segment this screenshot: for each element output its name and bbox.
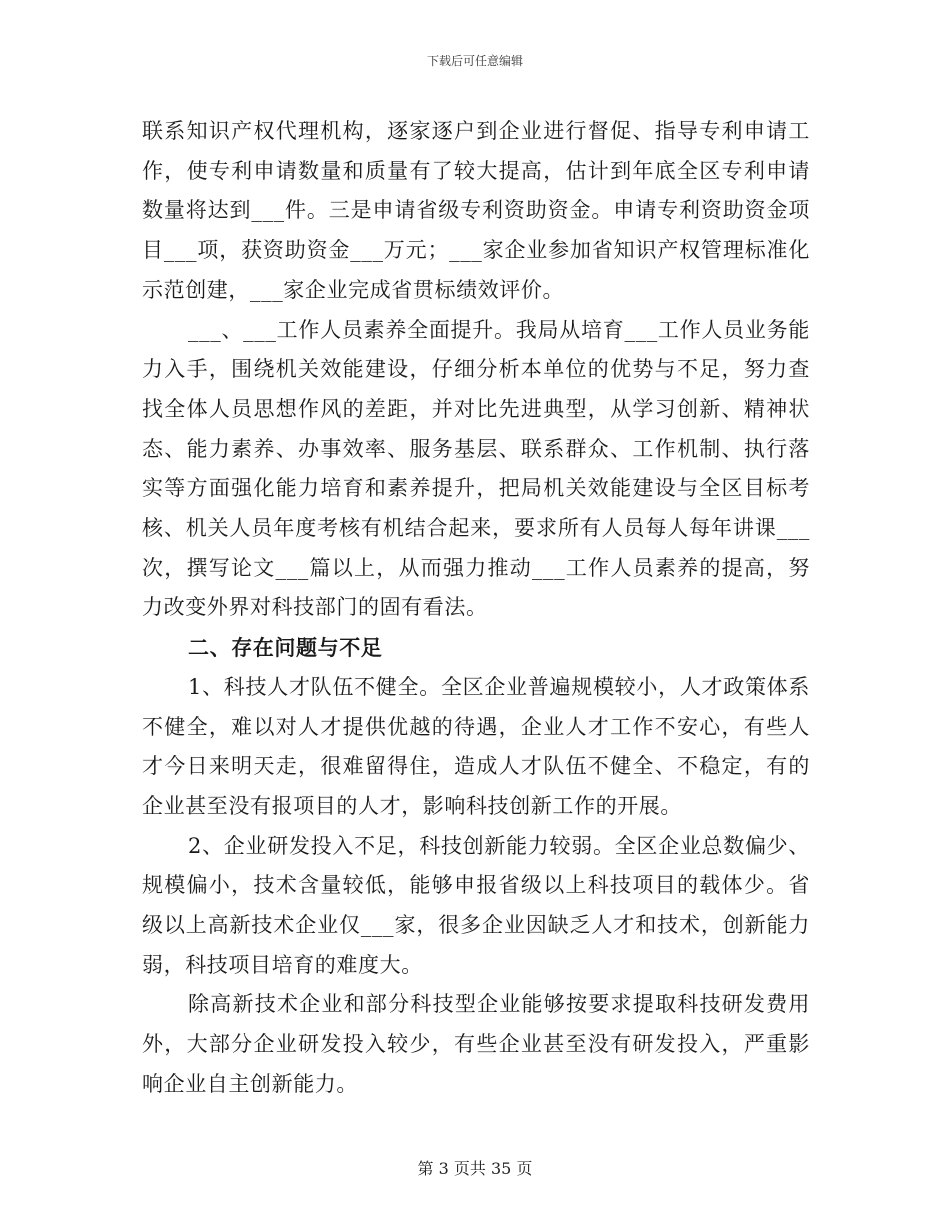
document-body [142, 112, 810, 1105]
paragraph-rd-shortfall: 除高新技术企业和部分科技型企业能够按要求提取科技研发费用外，大部分企业研发投入较少，有些企业甚至没有研发投入，严重影响企业自主创新能力。 [142, 992, 810, 1096]
page-header: 下载后可任意编辑 [426, 54, 523, 68]
paragraph-rd-investment: 2、企业研发投入不足，科技创新能力较弱。全区企业总数偏少、规模偏小，技术含量较低，能够申报省级以上科技项目的载体少。省级以上高新技术企业仅___家，很多企业因缺乏人才和技术，创新能力弱，科技项目培育的难度大。 [142, 833, 810, 977]
page-number: 第 3 页共 35 页 [417, 1159, 533, 1178]
paragraph-talent-team: 1、科技人才队伍不健全。全区企业普遍规模较小，人才政策体系不健全，难以对人才提供优越的待遇，企业人才工作不安心，有些人才今日来明天走，很难留得住，造成人才队伍不健全、不稳定，有的企业甚至没有报项目的人才，影响科技创新工作的开展。 [142, 674, 810, 818]
paragraph-patent-continuation: 联系知识产权代理机构，逐家逐户到企业进行督促、指导专利申请工作，使专利申请数量和质量有了较大提高，估计到年底全区专利申请数量将达到___件。三是申请省级专利资助资金。申请专利资助资金项目___项，获资助资金___万元；___家企业参加省知识产权管理标准化示范创建，___家企业完成省贯标绩效评价。 [142, 119, 810, 302]
paragraph-staff-quality: ___、___工作人员素养全面提升。我局从培育___工作人员业务能力入手，围绕机关效能建设，仔细分析本单位的优势与不足，努力查找全体人员思想作风的差距，并对比先进典型，从学习创新、精神状态、能力素养、办事效率、服务基层、联系群众、工作机制、执行落实等方面强化能力培育和素养提升，把局机关效能建设与全区目标考核、机关人员年度考核有机结合起来，要求所有人员每人每年讲课___次，撰写论文___篇以上，从而强力推动___工作人员素养的提高，努力改变外界对科技部门的固有看法。 [142, 317, 810, 620]
section-heading-problems: 二、存在问题与不足 [188, 635, 383, 661]
